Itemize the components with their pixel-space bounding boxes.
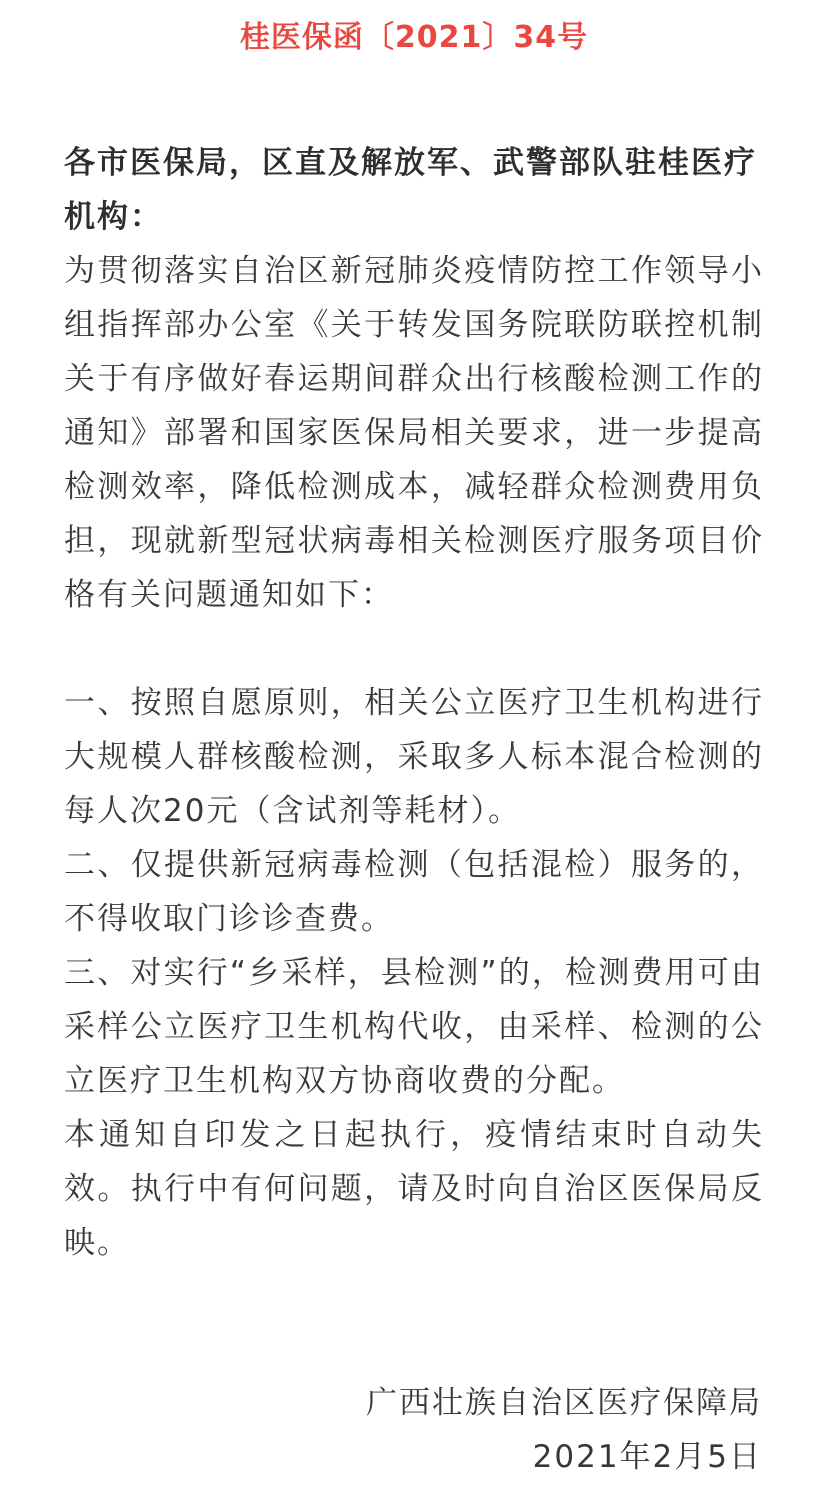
issuer-name: 广西壮族自治区医疗保障局 xyxy=(366,1385,762,1421)
item-1: 一、按照自愿原则，相关公立医疗卫生机构进行大规模人群核酸检测，采取多人标本混合检测的每人次20元（含试剂等耗材）。 xyxy=(64,685,764,829)
item-3: 三、对实行“乡采样，县检测”的，检测费用可由采样公立医疗卫生机构代收，由采样、检测的公立医疗卫生机构双方协商收费的分配。 xyxy=(64,955,764,1099)
salutation: 各市医保局，区直及解放军、武警部队驻桂医疗机构： xyxy=(64,145,757,235)
item-2: 二、仅提供新冠病毒检测（包括混检）服务的，不得收取门诊诊查费。 xyxy=(64,847,764,937)
intro-paragraph: 为贯彻落实自治区新冠肺炎疫情防控工作领导小组指挥部办公室《关于转发国务院联防联控机制关于有序做好春运期间群众出行核酸检测工作的通知》部署和国家医保局相关要求，进一步提高检测效率，降低检测成本，减轻群众检测费用负担，现就新型冠状病毒相关检测医疗服务项目价格有关问题通知如下： xyxy=(64,253,764,613)
notice-document xyxy=(0,16,828,1486)
issue-date: 2021年2月5日 xyxy=(532,1439,762,1475)
closing-paragraph: 本通知自印发之日起执行，疫情结束时自动失效。执行中有何问题，请及时向自治区医保局反映。 xyxy=(64,1117,764,1261)
document-number: 桂医保函〔2021〕34号 xyxy=(239,20,589,55)
